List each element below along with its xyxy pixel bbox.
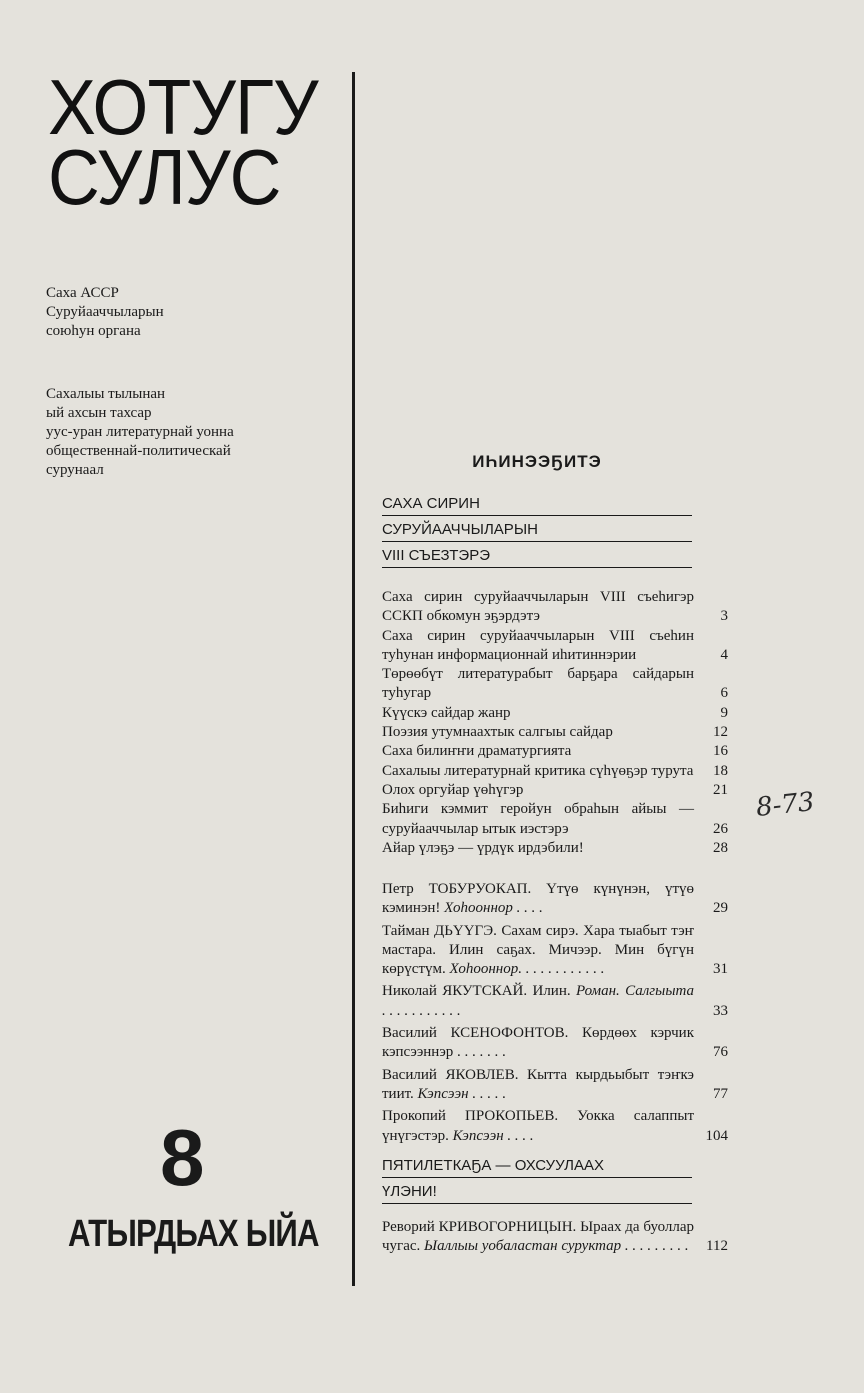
genre-label: Кэпсээн . . . . [452, 1127, 534, 1144]
toc-entry[interactable]: Төрөөбүт литературабыт барҕара сайдарын туһугар 6 [382, 665, 728, 704]
page-number: 76 [713, 1044, 728, 1061]
section-head-line: СУРУЙААЧЧЫЛАРЫН [382, 516, 692, 542]
org-line: Суруйааччыларын [46, 304, 164, 320]
toc-entry[interactable]: Поэзия утумнаахтык салгыы сайдар 12 [382, 723, 728, 742]
desc-line: ый ахсын тахсар [46, 405, 152, 421]
issue-month-label: АТЫРДЬАХ ЫЙА [68, 1213, 319, 1255]
toc-entry[interactable]: Реворий КРИВОГОРНИЦЫН. Ыраах да буоллар чугас. Ыаллыы уобаластан суруктар . . . . . . . . . 112 [382, 1218, 728, 1257]
desc-line: уус-уран литературнай уонна [46, 424, 234, 440]
magazine-description [46, 385, 336, 480]
page-number: 26 [713, 820, 728, 837]
publisher-organ [46, 284, 164, 341]
page-number: 16 [713, 743, 728, 760]
page-number: 4 [720, 646, 728, 663]
toc-entry[interactable]: Петр ТОБУРУОКАП. Үтүө күнүнэн, үтүө кэминэн! Хоһооннор . . . . 29 [382, 880, 728, 919]
issue-number: 8 [160, 1113, 205, 1202]
section1-list [382, 588, 728, 858]
section-head-line: САХА СИРИН [382, 490, 692, 516]
column-divider [352, 72, 355, 1286]
genre-label: Хоһооннор . . . . [444, 900, 543, 917]
toc-entry[interactable]: Сахалыы литературнай критика сүһүөҕэр турута 18 [382, 762, 728, 781]
toc-entry[interactable]: Тайман ДЬҮҮГЭ. Сахам сирэ. Хара тыабыт тэҥ мастара. Илин саҕах. Мичээр. Мин бүгүн көрүстүм. Хоһооннор. . . . . . . . . . . . 31 [382, 922, 728, 980]
genre-label: Хоһооннор. . . . . . . . . . . . [449, 961, 605, 978]
page-number: 33 [713, 1002, 728, 1019]
page-number: 31 [713, 961, 728, 978]
toc-entry[interactable]: Олох оргуйар үөһүгэр 21 [382, 781, 728, 800]
section2-list [382, 880, 728, 1146]
page-number: 9 [720, 704, 728, 721]
handwritten-note: 8-73 [754, 787, 816, 823]
page-number: 21 [713, 781, 728, 798]
page-number: 3 [720, 608, 728, 625]
genre-label: Ыаллыы уобаластан суруктар . . . . . . . . . [424, 1238, 689, 1255]
genre-label: Роман. Салгыыта . . . . . . . . . . . [382, 983, 694, 1019]
desc-line: сурунаал [46, 462, 104, 478]
section-heading-congress [382, 490, 692, 568]
section-heading-five-year-plan [382, 1152, 692, 1204]
section3-list [382, 1218, 728, 1257]
section-head-line: ҮЛЭНИ! [382, 1178, 692, 1204]
toc-entry[interactable]: Василий ЯКОВЛЕВ. Кытта кырдьыбыт тэҥкэ тиит. Кэпсээн . . . . . 77 [382, 1066, 728, 1105]
title-line-2: СУЛУС [48, 133, 281, 221]
toc-entry[interactable]: Күүскэ сайдар жанр 9 [382, 704, 728, 723]
toc-entry[interactable]: Николай ЯКУТСКАЙ. Илин. Роман. Салгыыта . . . . . . . . . . . 33 [382, 982, 728, 1021]
org-line: Саха АССР [46, 285, 119, 301]
toc-entry[interactable]: Василий КСЕНОФОНТОВ. Көрдөөх кэрчик кэпсээннэр . . . . . . . 76 [382, 1024, 728, 1063]
toc-entry[interactable]: Прокопий ПРОКОПЬЕВ. Уокка салаппыт үнүгэстэр. Кэпсээн . . . . 104 [382, 1107, 728, 1146]
page-number: 29 [713, 900, 728, 917]
page-number: 28 [713, 839, 728, 856]
page-number: 112 [706, 1238, 728, 1255]
contents-heading: ИҺИНЭЭҔИТЭ [472, 452, 602, 471]
genre-label: Кэпсээн . . . . . [417, 1085, 507, 1102]
page-number: 12 [713, 724, 728, 741]
magazine-title [48, 63, 348, 221]
title-line-1: ХОТУГУ [48, 63, 318, 151]
page-number: 77 [713, 1085, 728, 1102]
page-number: 6 [720, 685, 728, 702]
desc-line: общественнай-политическай [46, 443, 231, 459]
section-head-line: VIII СЪЕЗТЭРЭ [382, 542, 692, 568]
page-number: 104 [705, 1127, 728, 1144]
section-head-line: ПЯТИЛЕТКАҔА — ОХСУУЛААХ [382, 1152, 692, 1178]
toc-entry[interactable]: Саха сирин суруйааччыларын VIII съеһин туһунан информационнай иһитиннэрии 4 [382, 627, 728, 666]
page-number: 18 [713, 762, 728, 779]
org-line: союһун органа [46, 323, 141, 339]
toc-entry[interactable]: Айар үлэҕэ — үрдүк ирдэбили! 28 [382, 839, 728, 858]
toc-entry[interactable]: Саха билиҥҥи драматургията 16 [382, 742, 728, 761]
toc-entry[interactable]: Саха сирин суруйааччыларын VIII съеһигэр ССКП обкомун эҕэрдэтэ 3 [382, 588, 728, 627]
toc-entry[interactable]: Биһиги кэммит геройун обраһын айыы — суруйааччылар ытык иэстэрэ 26 [382, 800, 728, 839]
desc-line: Сахалыы тылынан [46, 386, 166, 402]
